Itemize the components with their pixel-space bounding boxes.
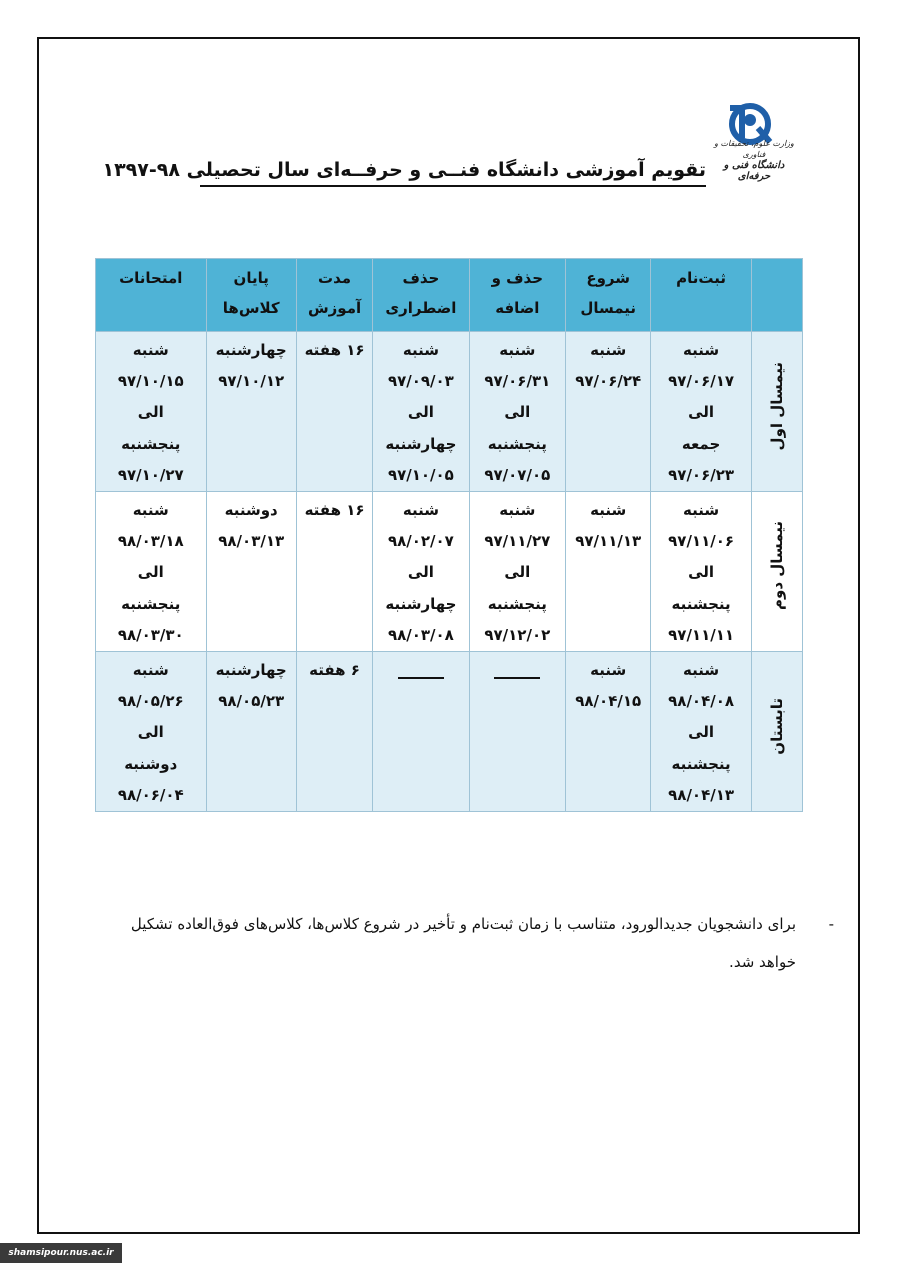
term-label: تابستان bbox=[751, 652, 802, 812]
cell-registration: شنبه ۹۸/۰۴/۰۸ الی پنجشنبه ۹۸/۰۴/۱۳ bbox=[651, 652, 751, 812]
empty-dash-icon bbox=[398, 677, 444, 679]
page-title: تقویم آموزشی دانشگاه فنــی و حرفــه‌ای سال تحصیلی ۹۸-۱۳۹۷ bbox=[200, 158, 706, 187]
university-caption: دانشگاه فنی و حرفه‌ای bbox=[723, 160, 785, 182]
footnote bbox=[92, 905, 834, 981]
note-bullet: - bbox=[828, 915, 834, 933]
term-label: نیمسال اول bbox=[751, 332, 802, 492]
header-emergency-drop: حذف اضطراری bbox=[373, 259, 469, 332]
table-row bbox=[96, 332, 803, 492]
header-registration: ثبت‌نام bbox=[651, 259, 751, 332]
cell-duration: ۱۶ هفته bbox=[296, 492, 372, 652]
header-corner bbox=[751, 259, 802, 332]
table-row bbox=[96, 652, 803, 812]
watermark-link[interactable]: shamsipour.nus.ac.ir bbox=[0, 1243, 122, 1263]
cell-duration: ۶ هفته bbox=[296, 652, 372, 812]
cell-exams: شنبه ۹۸/۰۵/۲۶ الی دوشنبه ۹۸/۰۶/۰۴ bbox=[96, 652, 207, 812]
header-semester-start: شروع نیمسال bbox=[566, 259, 651, 332]
header-exams: امتحانات bbox=[96, 259, 207, 332]
cell-classes-end: چهارشنبه ۹۷/۱۰/۱۲ bbox=[206, 332, 296, 492]
header-classes-end: پایان کلاس‌ها bbox=[206, 259, 296, 332]
cell-registration: شنبه ۹۷/۰۶/۱۷ الی جمعه ۹۷/۰۶/۲۳ bbox=[651, 332, 751, 492]
empty-dash-icon bbox=[494, 677, 540, 679]
cell-semester-start: شنبه ۹۷/۱۱/۱۳ bbox=[566, 492, 651, 652]
logo-caption bbox=[712, 138, 796, 182]
cell-duration: ۱۶ هفته bbox=[296, 332, 372, 492]
cell-semester-start: شنبه ۹۷/۰۶/۲۴ bbox=[566, 332, 651, 492]
cell-classes-end: دوشنبه ۹۸/۰۳/۱۳ bbox=[206, 492, 296, 652]
note-text: برای دانشجویان جدیدالورود، متناسب با زمان ثبت‌نام و تأخیر در شروع کلاس‌ها، کلاس‌های فوق‌العاده تشکیل خواهد شد. bbox=[130, 915, 796, 971]
cell-classes-end: چهارشنبه ۹۸/۰۵/۲۳ bbox=[206, 652, 296, 812]
ministry-caption: وزارت علوم، تحقیقات و فناوری bbox=[714, 139, 794, 159]
cell-semester-start: شنبه ۹۸/۰۴/۱۵ bbox=[566, 652, 651, 812]
cell-exams: شنبه ۹۷/۱۰/۱۵ الی پنجشنبه ۹۷/۱۰/۲۷ bbox=[96, 332, 207, 492]
term-label: نیمسال دوم bbox=[751, 492, 802, 652]
cell-add-drop: شنبه ۹۷/۱۱/۲۷ الی پنجشنبه ۹۷/۱۲/۰۲ bbox=[469, 492, 565, 652]
cell-emergency-drop: شنبه ۹۷/۰۹/۰۳ الی چهارشنبه ۹۷/۱۰/۰۵ bbox=[373, 332, 469, 492]
header-add-drop: حذف و اضافه bbox=[469, 259, 565, 332]
header-duration: مدت آموزش bbox=[296, 259, 372, 332]
cell-add-drop: شنبه ۹۷/۰۶/۳۱ الی پنجشنبه ۹۷/۰۷/۰۵ bbox=[469, 332, 565, 492]
cell-emergency-drop bbox=[373, 652, 469, 812]
table-header-row bbox=[96, 259, 803, 332]
cell-exams: شنبه ۹۸/۰۳/۱۸ الی پنجشنبه ۹۸/۰۳/۳۰ bbox=[96, 492, 207, 652]
academic-calendar-table bbox=[95, 258, 803, 812]
cell-add-drop bbox=[469, 652, 565, 812]
cell-emergency-drop: شنبه ۹۸/۰۲/۰۷ الی چهارشنبه ۹۸/۰۳/۰۸ bbox=[373, 492, 469, 652]
table-row bbox=[96, 492, 803, 652]
cell-registration: شنبه ۹۷/۱۱/۰۶ الی پنجشنبه ۹۷/۱۱/۱۱ bbox=[651, 492, 751, 652]
